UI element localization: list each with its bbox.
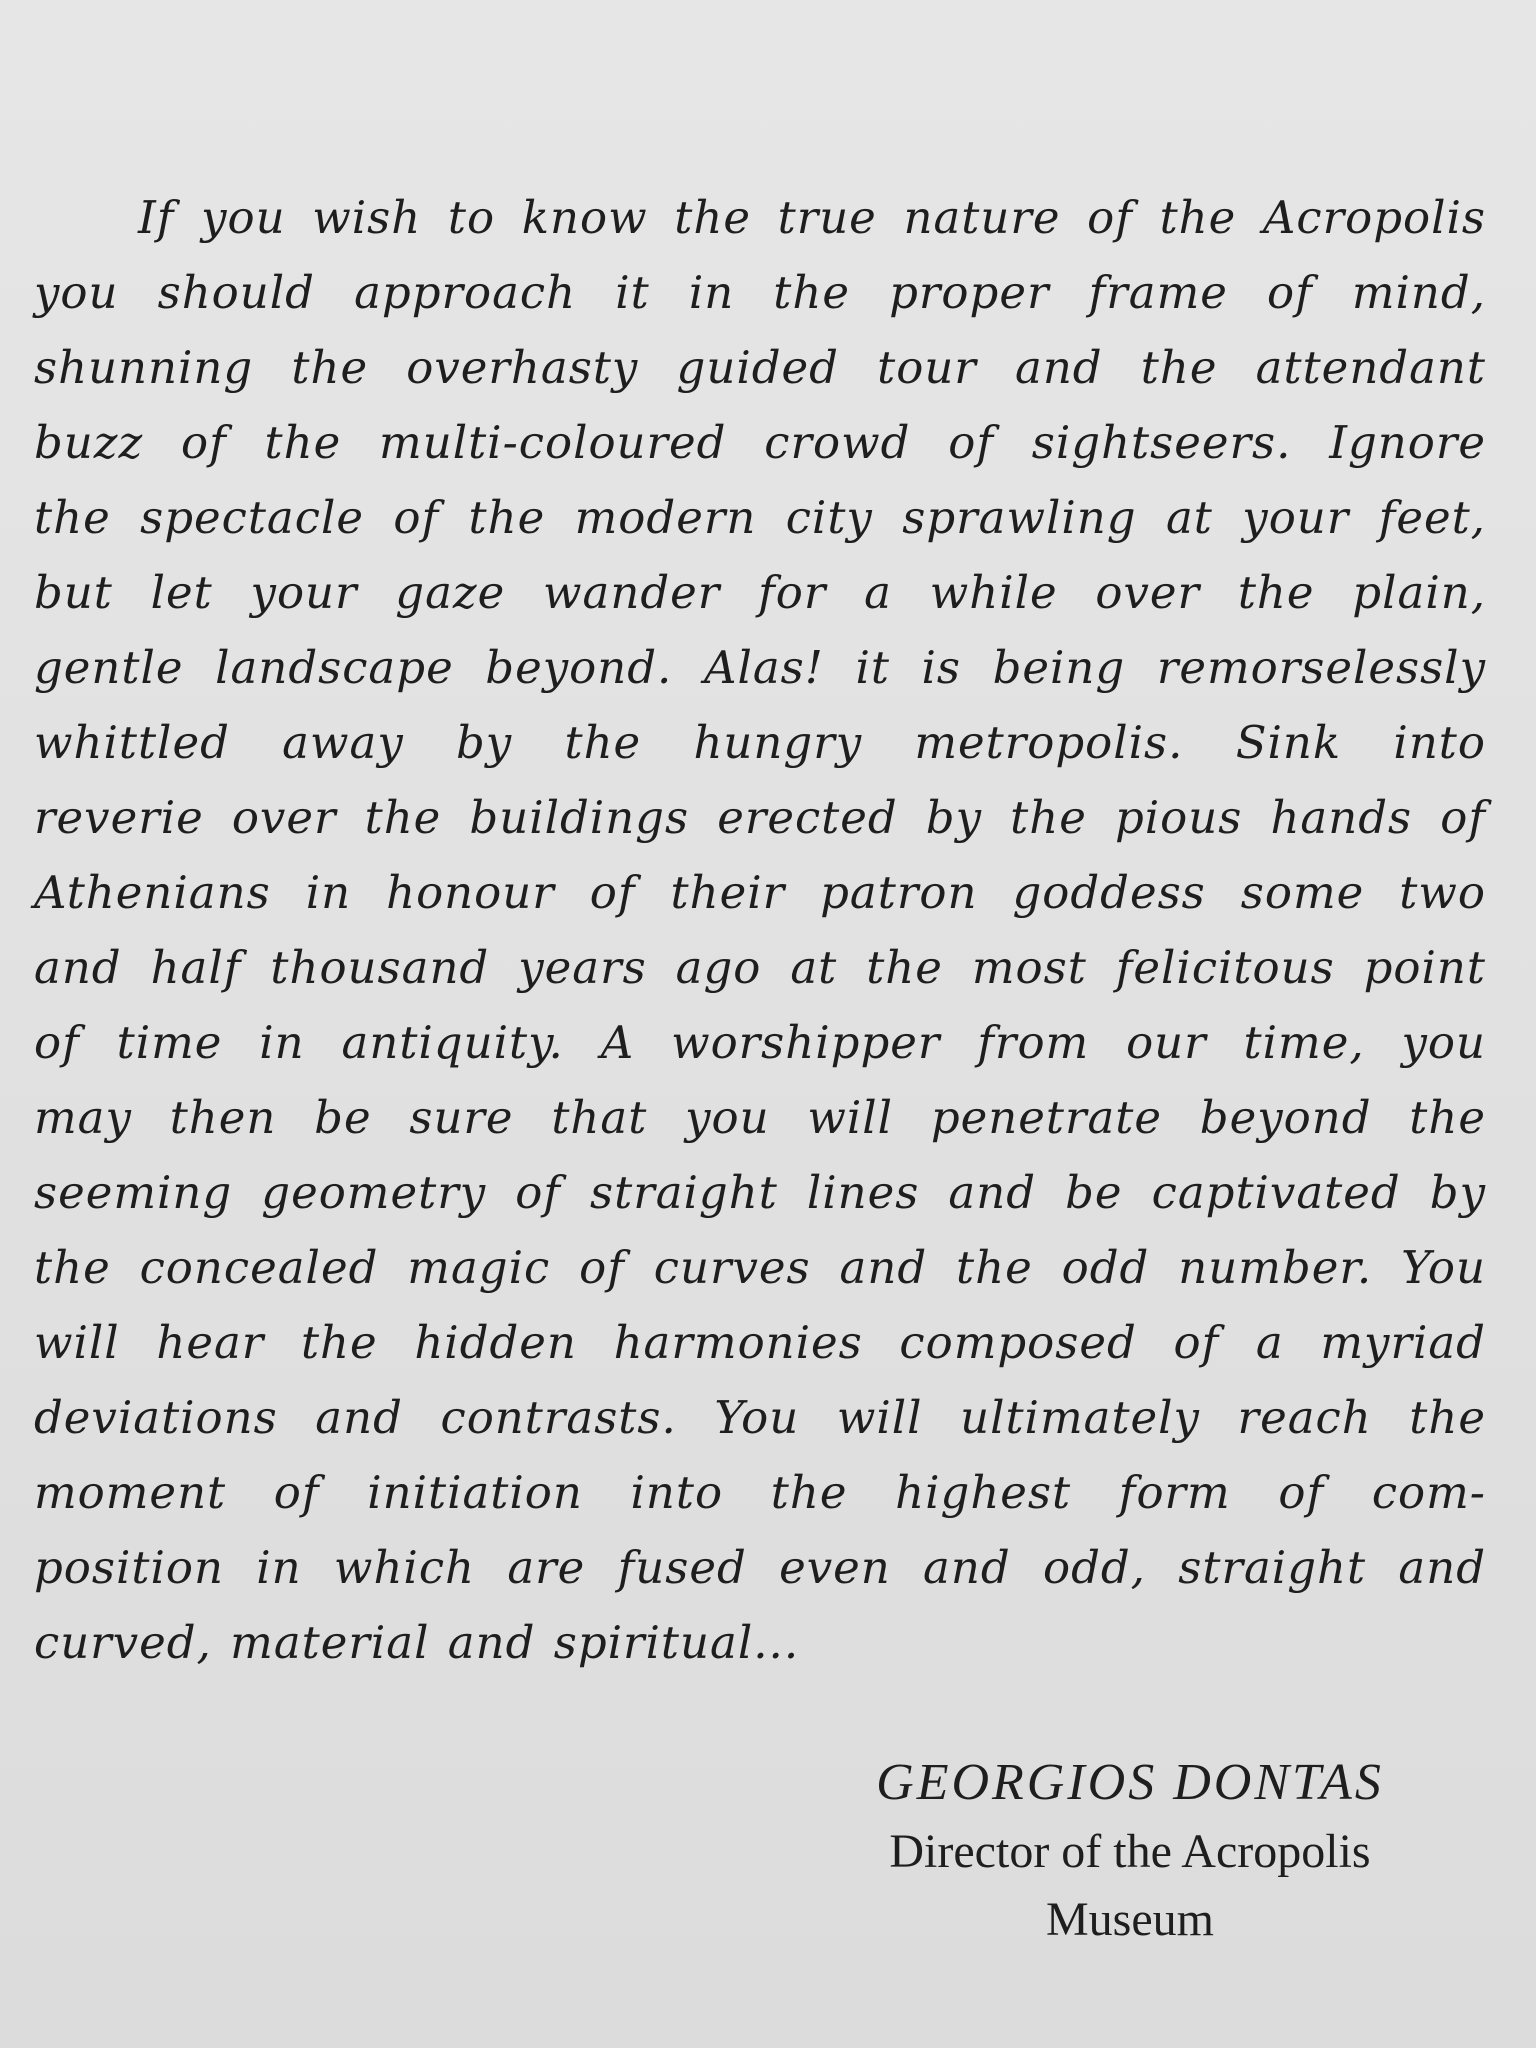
passage-line: buzz of the multi-coloured crowd of sightseers. Ignore	[34, 416, 1486, 469]
author-organization: Museum	[1046, 1893, 1214, 1946]
passage-line: If you wish to know the true nature of the Acropolis	[138, 191, 1486, 244]
passage-line: may then be sure that you will penetrate beyond the	[34, 1091, 1486, 1144]
passage-line: curved, material and spiritual...	[34, 1616, 800, 1669]
author-signature	[780, 1748, 1480, 1954]
passage-line: will hear the hidden harmonies composed of a myriad	[34, 1316, 1486, 1369]
passage-line: you should approach it in the proper frame of mind,	[34, 266, 1486, 319]
passage-line: but let your gaze wander for a while over the plain,	[34, 566, 1486, 619]
passage-line: the spectacle of the modern city sprawling at your feet,	[34, 491, 1486, 544]
passage-line: Athenians in honour of their patron goddess some two	[34, 866, 1486, 919]
passage-line: of time in antiquity. A worshipper from our time, you	[34, 1016, 1486, 1069]
author-title: Director of the Acropolis	[889, 1825, 1371, 1878]
body-passage	[34, 180, 1486, 1680]
passage-line: shunning the overhasty guided tour and the attendant	[34, 341, 1486, 394]
passage-line: deviations and contrasts. You will ultimately reach the	[34, 1391, 1486, 1444]
passage-line: and half thousand years ago at the most felicitous point	[34, 941, 1486, 994]
passage-line: reverie over the buildings erected by the pious hands of	[34, 791, 1486, 844]
passage-line: the concealed magic of curves and the odd number. You	[34, 1241, 1486, 1294]
passage-line: moment of initiation into the highest form of com-	[34, 1466, 1486, 1519]
author-name: GEORGIOS DONTAS	[876, 1754, 1384, 1811]
passage-line: seeming geometry of straight lines and be captivated by	[34, 1166, 1486, 1219]
passage-line: position in which are fused even and odd, straight and	[34, 1541, 1486, 1594]
passage-line: gentle landscape beyond. Alas! it is being remorselessly	[34, 641, 1486, 694]
passage-line: whittled away by the hungry metropolis. Sink into	[34, 716, 1486, 769]
